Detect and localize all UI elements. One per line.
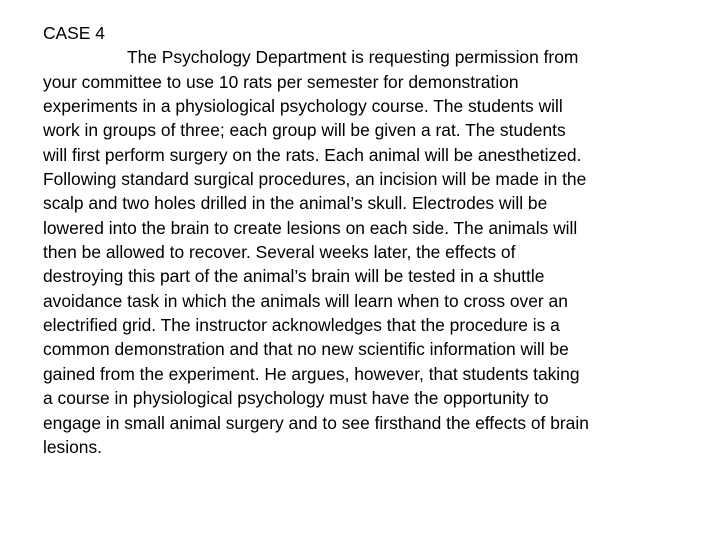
paragraph-line: destroying this part of the animal’s brain will be tested in a shuttle bbox=[43, 266, 545, 287]
paragraph-line: your committee to use 10 rats per semester for demonstration bbox=[43, 71, 519, 92]
paragraph-line: gained from the experiment. He argues, however, that students taking bbox=[43, 363, 580, 384]
paragraph-line: avoidance task in which the animals will learn when to cross over an bbox=[43, 290, 568, 311]
paragraph-line: lowered into the brain to create lesions on each side. The animals will bbox=[43, 217, 578, 238]
case-text-block bbox=[43, 21, 693, 459]
case-heading: CASE 4 bbox=[43, 23, 105, 43]
paragraph-line: Following standard surgical procedures, an incision will be made in the bbox=[43, 169, 587, 190]
paragraph-line: electrified grid. The instructor acknowledges that the procedure is a bbox=[43, 315, 560, 336]
paragraph-line: scalp and two holes drilled in the animal’s skull. Electrodes will be bbox=[43, 193, 548, 214]
paragraph-line: will first perform surgery on the rats. Each animal will be anesthetized. bbox=[43, 144, 582, 165]
paragraph-line: experiments in a physiological psychology course. The students will bbox=[43, 96, 563, 117]
paragraph-line: then be allowed to recover. Several weeks later, the effects of bbox=[43, 242, 516, 263]
paragraph-line: engage in small animal surgery and to see firsthand the effects of brain bbox=[43, 412, 589, 433]
paragraph-line: a course in physiological psychology must have the opportunity to bbox=[43, 388, 549, 409]
paragraph-line: lesions. bbox=[43, 436, 102, 457]
paragraph-line: common demonstration and that no new scientific information will be bbox=[43, 339, 569, 360]
paragraph-line: The Psychology Department is requesting permission from bbox=[127, 47, 579, 68]
paragraph-line: work in groups of three; each group will be given a rat. The students bbox=[43, 120, 566, 141]
